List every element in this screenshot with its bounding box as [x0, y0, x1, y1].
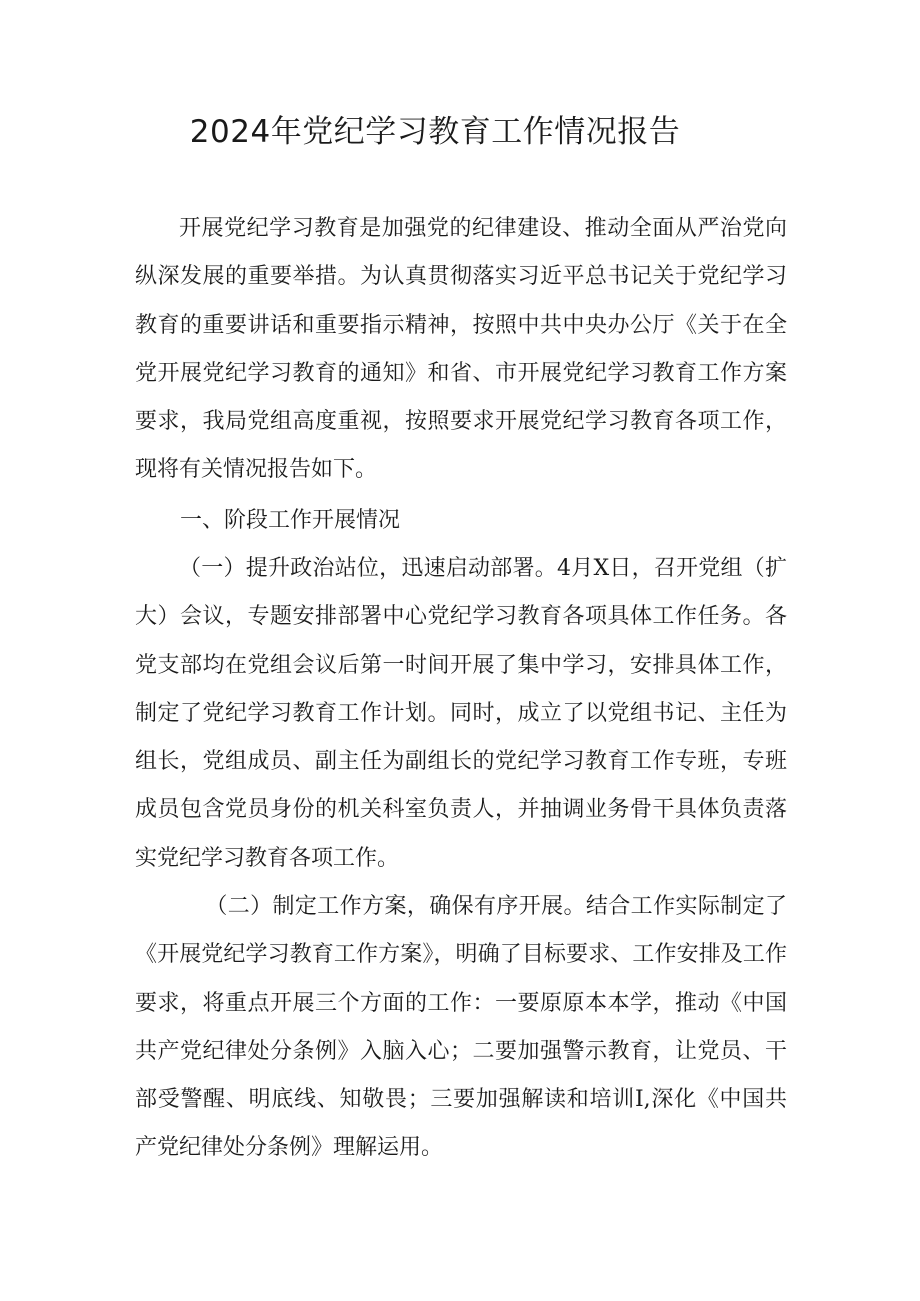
paragraph-item-1: （一）提升政治站位，迅速启动部署。4月X日，召开党组（扩大）会议，专题安排部署中心党纪学习教育各项具体工作任务。各党支部均在党组会议后第一时间开展了集中学习，安排具体工作，制定了党纪学习教育工作计划。同时，成立了以党组书记、主任为组长，党组成员、副主任为副组长的党纪学习教育工作专班，专班成员包含党员身份的机关科室负责人，并抽调业务骨干具体负责落实党纪学习教育各项工作。 [135, 556, 787, 871]
intro-paragraph: 开展党纪学习教育是加强党的纪律建设、推动全面从严治党向纵深发展的重要举措。为认真贯彻落实习近平总书记关于党纪学习教育的重要讲话和重要指示精神，按照中共中央办公厅《关于在全党开展党纪学习教育的通知》和省、市开展党纪学习教育工作方案要求，我局党组高度重视，按照要求开展党纪学习教育各项工作，现将有关情况报告如下。 [135, 216, 787, 483]
section-heading: 一、阶段工作开展情况 [180, 508, 401, 533]
paragraph-item-2: （二）制定工作方案，确保有序开展。结合工作实际制定了《开展党纪学习教育工作方案》，明确了目标要求、工作安排及工作要求，将重点开展三个方面的工作：一要原原本本学，推动《中国共产党纪律处分条例》入脑入心；二要加强警示教育，让党员、干部受警醒、明底线、知敬畏；三要加强解读和培训I,深化《中国共产党纪律处分条例》理解运用。 [135, 894, 787, 1161]
document-title: 2024年党纪学习教育工作情况报告 [189, 114, 681, 150]
